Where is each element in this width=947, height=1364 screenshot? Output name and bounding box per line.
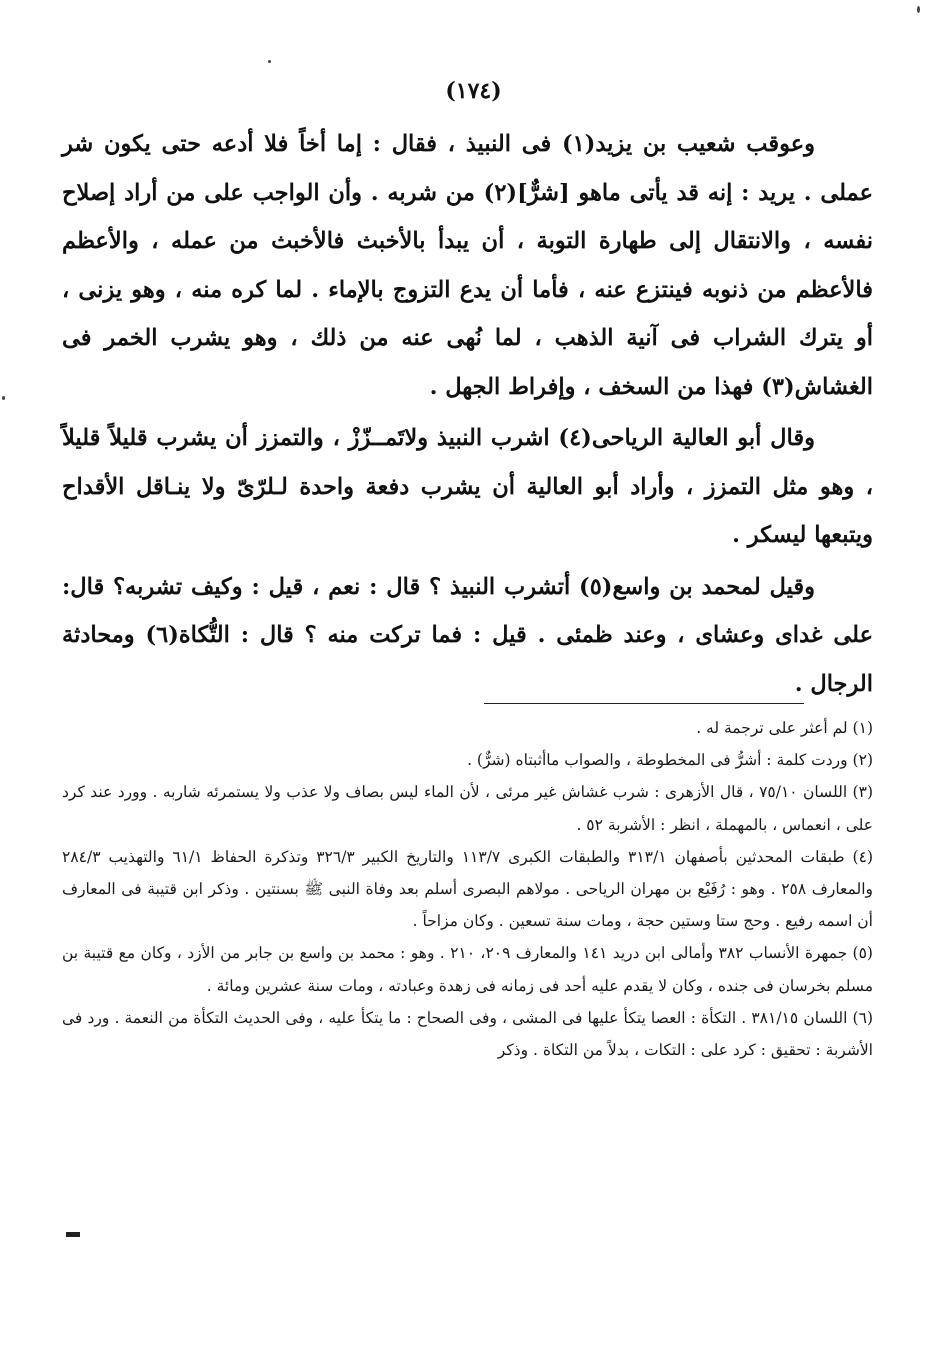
- paragraph: وقال أبو العالية الرياحى(٤) اشرب النبيذ ولاتَمــزّزْ ، والتمزز أن يشرب قليلاً قليلاً ، وهو مثل التمزز ، وأراد أبو العالية أن يشرب دفعة واحدة لـلرّىّ ولا ينـاقل الأقداح ويتبعها ليسكر .: [62, 425, 873, 548]
- footnote-separator: [484, 703, 804, 704]
- main-text-body: [62, 120, 873, 708]
- scan-speck: [917, 6, 920, 13]
- scan-speck: [2, 396, 5, 400]
- footnote: (٢) وردت كلمة : أشرُّ فى المخطوطة ، والصواب ماأثبتاه (شرٌّ) .: [467, 751, 873, 770]
- paragraph: وعوقب شعيب بن يزيد(١) فى النبيذ ، فقال : إما أخاً فلا أدعه حتى يكون شر عملى . يريد : إنه قد يأتى ماهو [شرٌّ](٢) من شربه . وأن الواجب على من أراد إصلاح نفسه ، والانتقال إلى طهارة التوبة ، أن يبدأ بالأخبث فالأخبث من عمله ، والأعظم فالأعظم من ذنوبه فينتزع عنه ، فأما أن يدع التزوج بالإماء . لما كره منه ، وهو يزنى ، أو يترك الشراب فى آنية الذهب ، لما نُهى عنه من ذلك ، وهو يشرب الخمر فى الغشاش(٣) فهذا من السخف ، وإفراط الجهل .: [62, 131, 873, 400]
- continuation-mark: [66, 1232, 80, 1237]
- footnote: (٥) جمهرة الأنساب ٣٨٢ وأمالى ابن دريد ١٤١ والمعارف ٢٠٩، ٢١٠ . وهو : محمد بن واسع بن جابر من الأزد ، وكان مع قتيبة بن مسلم بخرسان فى جنده ، وكان لا يقدم عليه أحد فى زمانه فى زهدة وعبادته ، ومات سنة عشرين ومائة .: [62, 944, 873, 995]
- footnote: (٣) اللسان ٧٥/١٠ ، قال الأزهرى : شرب غشاش غير مرئى ، لأن الماء ليس بصاف ولا عذب ولا يستمرئه شاربه . وورد عند كرد على ، انعماس ، بالمهملة ، انظر : الأشربة ٥٢ .: [62, 783, 873, 834]
- footnote: (١) لم أعثر على ترجمة له .: [696, 719, 873, 737]
- footnote: (٦) اللسان ٣٨١/١٥ . التكأة : العصا يتكأ عليها فى المشى ، وفى الصحاح : ما يتكأ عليه ، وفى الحديث التكأة من النعمة . ورد فى الأشربة : تحقيق : كرد على : التكات ، بدلاً من التكاة . وذكر: [62, 1008, 873, 1060]
- footnote: (٤) طبقات المحدثين بأصفهان ٣١٣/١ والطبقات الكبرى ١١٣/٧ والتاريخ الكبير ٣٢٦/٣ وتذكرة الحفاظ ٦١/١ والتهذيب ٢٨٤/٣ والمعارف ٢٥٨ . وهو : رُفَيْع بن مهران الرياحى . مولاهم البصرى أسلم بعد وفاة النبى ﷺ بسنتين . وذكر ابن قتيبة فى المعارف أن اسمه رفيع . وحج ستا وستين حجة ، ومات سنة تسعين . وكان مزاحاً .: [62, 847, 873, 931]
- footnotes: [62, 712, 873, 1066]
- scan-speck: [268, 60, 271, 63]
- page-number: (١٧٤): [445, 78, 502, 104]
- paragraph: وقيل لمحمد بن واسع(٥) أتشرب النبيذ ؟ قال : نعم ، قيل : وكيف تشربه؟ قال: على غداى وعشاى ، وعند ظمئى . قيل : فما تركت منه ؟ قال : التُّكاة(٦) ومحادثة الرجال .: [62, 573, 873, 697]
